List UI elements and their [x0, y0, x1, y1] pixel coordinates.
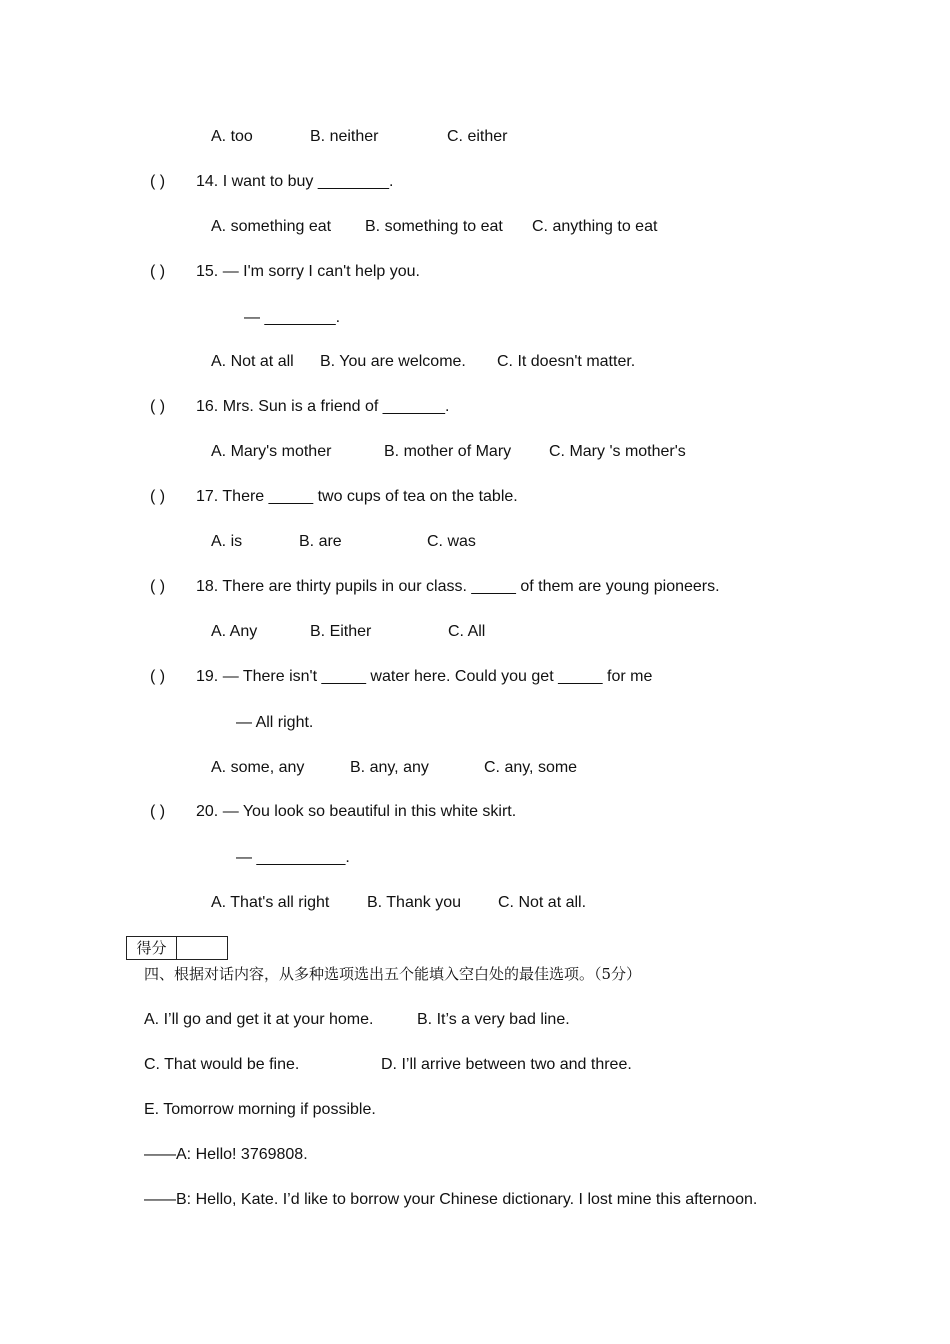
q14-stem: 14. I want to buy ________. — [196, 173, 394, 190]
q13-option-a: A. too — [211, 128, 253, 145]
q20-answer-blank: ( ) — [150, 803, 166, 820]
q15-option-c: C. It doesn't matter. — [497, 353, 636, 370]
q13-option-c: C. either — [447, 128, 508, 145]
q20-stem: 20. — You look so beautiful in this white skirt. — [196, 803, 517, 820]
section4-option-d: D. I’ll arrive between two and three. — [381, 1056, 632, 1073]
dialogue-line-2: ——B: Hello, Kate. I’d like to borrow your Chinese dictionary. I lost mine this afternoon. — [144, 1191, 758, 1208]
q19-option-c: C. any, some — [484, 759, 578, 776]
dialogue-line-1: ——A: Hello! 3769808. — [144, 1146, 308, 1163]
q15-option-a: A. Not at all — [211, 353, 294, 370]
q16-option-c: C. Mary 's mother's — [549, 443, 686, 460]
q16-stem: 16. Mrs. Sun is a friend of _______. — [196, 398, 450, 415]
q18-answer-blank: ( ) — [150, 578, 166, 595]
q15-reply: — ________. — [244, 309, 341, 326]
q18-option-c: C. All — [448, 623, 486, 640]
section4-option-a: A. I’ll go and get it at your home. — [144, 1011, 374, 1028]
q18-option-a: A. Any — [211, 623, 258, 640]
q15-stem: 15. — I'm sorry I can't help you. — [196, 263, 420, 280]
q17-stem: 17. There _____ two cups of tea on the table. — [196, 488, 518, 505]
q17-option-a: A. is — [211, 533, 243, 550]
q16-answer-blank: ( ) — [150, 398, 166, 415]
score-box — [126, 936, 228, 960]
q17-answer-blank: ( ) — [150, 488, 166, 505]
q20-option-a: A. That's all right — [211, 894, 330, 911]
q16-option-b: B. mother of Mary — [384, 443, 512, 460]
q14-option-a: A. something eat — [211, 218, 332, 235]
section4-option-b: B. It’s a very bad line. — [417, 1011, 570, 1028]
q17-option-c: C. was — [427, 533, 476, 550]
q14-answer-blank: ( ) — [150, 173, 166, 190]
q19-answer-blank: ( ) — [150, 668, 166, 685]
q20-option-b: B. Thank you — [367, 894, 461, 911]
q19-option-a: A. some, any — [211, 759, 305, 776]
q17-option-b: B. are — [299, 533, 342, 550]
section4-heading: 四、根据对话内容，从多种选项选出五个能填入空白处的最佳选项。（5分） — [144, 965, 642, 983]
q19-reply: — All right. — [236, 714, 314, 731]
q14-option-b: B. something to eat — [365, 218, 503, 235]
q20-option-c: C. Not at all. — [498, 894, 587, 911]
q18-stem: 18. There are thirty pupils in our class. _____ of them are young pioneers. — [196, 578, 720, 595]
q13-option-b: B. neither — [310, 128, 379, 145]
q20-reply: — __________. — [236, 849, 350, 866]
q15-option-b: B. You are welcome. — [320, 353, 466, 370]
q15-answer-blank: ( ) — [150, 263, 166, 280]
section4-option-c: C. That would be fine. — [144, 1056, 300, 1073]
q19-option-b: B. any, any — [350, 759, 429, 776]
score-label: 得分 — [127, 937, 177, 959]
section4-option-e: E. Tomorrow morning if possible. — [144, 1101, 376, 1118]
q19-stem: 19. — There isn't _____ water here. Could you get _____ for me — [196, 668, 653, 685]
q16-option-a: A. Mary's mother — [211, 443, 332, 460]
score-value-cell — [177, 937, 227, 959]
q18-option-b: B. Either — [310, 623, 372, 640]
q14-option-c: C. anything to eat — [532, 218, 658, 235]
